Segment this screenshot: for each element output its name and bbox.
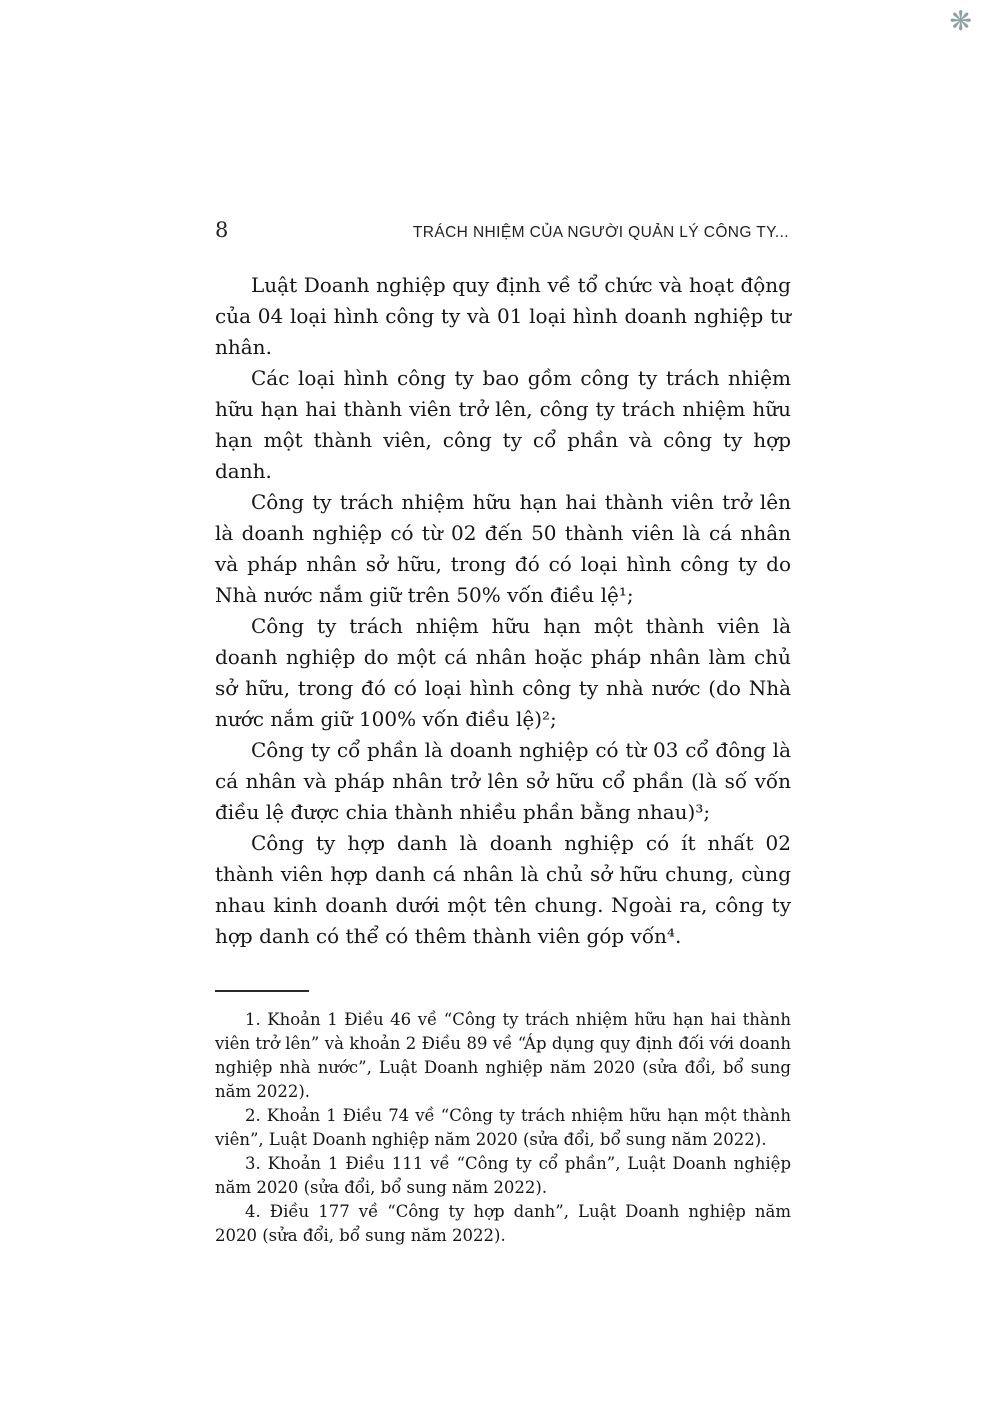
page-body [215, 270, 791, 952]
footnotes-section [215, 1008, 791, 1248]
page-content [215, 0, 791, 1248]
footnote: 3. Khoản 1 Điều 111 về “Công ty cổ phần”, Luật Doanh nghiệp năm 2020 (sửa đổi, bổ sung năm 2022). [215, 1154, 791, 1197]
body-paragraph: Công ty cổ phần là doanh nghiệp có từ 03 cổ đông là cá nhân và pháp nhân trở lên sở hữu cổ phần (là số vốn điều lệ được chia thành nhiều phần bằng nhau)³; [215, 738, 791, 824]
page-number: 8 [215, 218, 229, 242]
decorative-flower-icon: ❋ [949, 6, 972, 37]
running-title: TRÁCH NHIỆM CỦA NGƯỜI QUẢN LÝ CÔNG TY... [412, 224, 789, 241]
footnote: 2. Khoản 1 Điều 74 về “Công ty trách nhiệm hữu hạn một thành viên”, Luật Doanh nghiệp năm 2020 (sửa đổi, bổ sung năm 2022). [215, 1106, 791, 1149]
body-paragraph: Luật Doanh nghiệp quy định về tổ chức và hoạt động của 04 loại hình công ty và 01 loại hình doanh nghiệp tư nhân. [215, 273, 791, 359]
footnote: 4. Điều 177 về “Công ty hợp danh”, Luật Doanh nghiệp năm 2020 (sửa đổi, bổ sung năm 2022). [215, 1202, 791, 1245]
footnote: 1. Khoản 1 Điều 46 về “Công ty trách nhiệm hữu hạn hai thành viên trở lên” và khoản 2 Điều 89 về “Áp dụng quy định đối với doanh nghiệp nhà nước”, Luật Doanh nghiệp năm 2020 (sửa đổi, bổ sung năm 2022). [215, 1010, 791, 1101]
body-paragraph: Công ty trách nhiệm hữu hạn một thành viên là doanh nghiệp do một cá nhân hoặc pháp nhân làm chủ sở hữu, trong đó có loại hình công ty nhà nước (do Nhà nước nắm giữ 100% vốn điều lệ)²; [215, 614, 791, 731]
footnote-separator [215, 990, 309, 992]
body-paragraph: Công ty trách nhiệm hữu hạn hai thành viên trở lên là doanh nghiệp có từ 02 đến 50 thành viên là cá nhân và pháp nhân sở hữu, trong đó có loại hình công ty do Nhà nước nắm giữ trên 50% vốn điều lệ¹; [215, 490, 791, 607]
page-header [215, 218, 791, 242]
body-paragraph: Công ty hợp danh là doanh nghiệp có ít nhất 02 thành viên hợp danh cá nhân là chủ sở hữu chung, cùng nhau kinh doanh dưới một tên chung. Ngoài ra, công ty hợp danh có thể có thêm thành viên góp vốn⁴. [215, 831, 791, 948]
body-paragraph: Các loại hình công ty bao gồm công ty trách nhiệm hữu hạn hai thành viên trở lên, công ty trách nhiệm hữu hạn một thành viên, công ty cổ phần và công ty hợp danh. [215, 366, 791, 483]
